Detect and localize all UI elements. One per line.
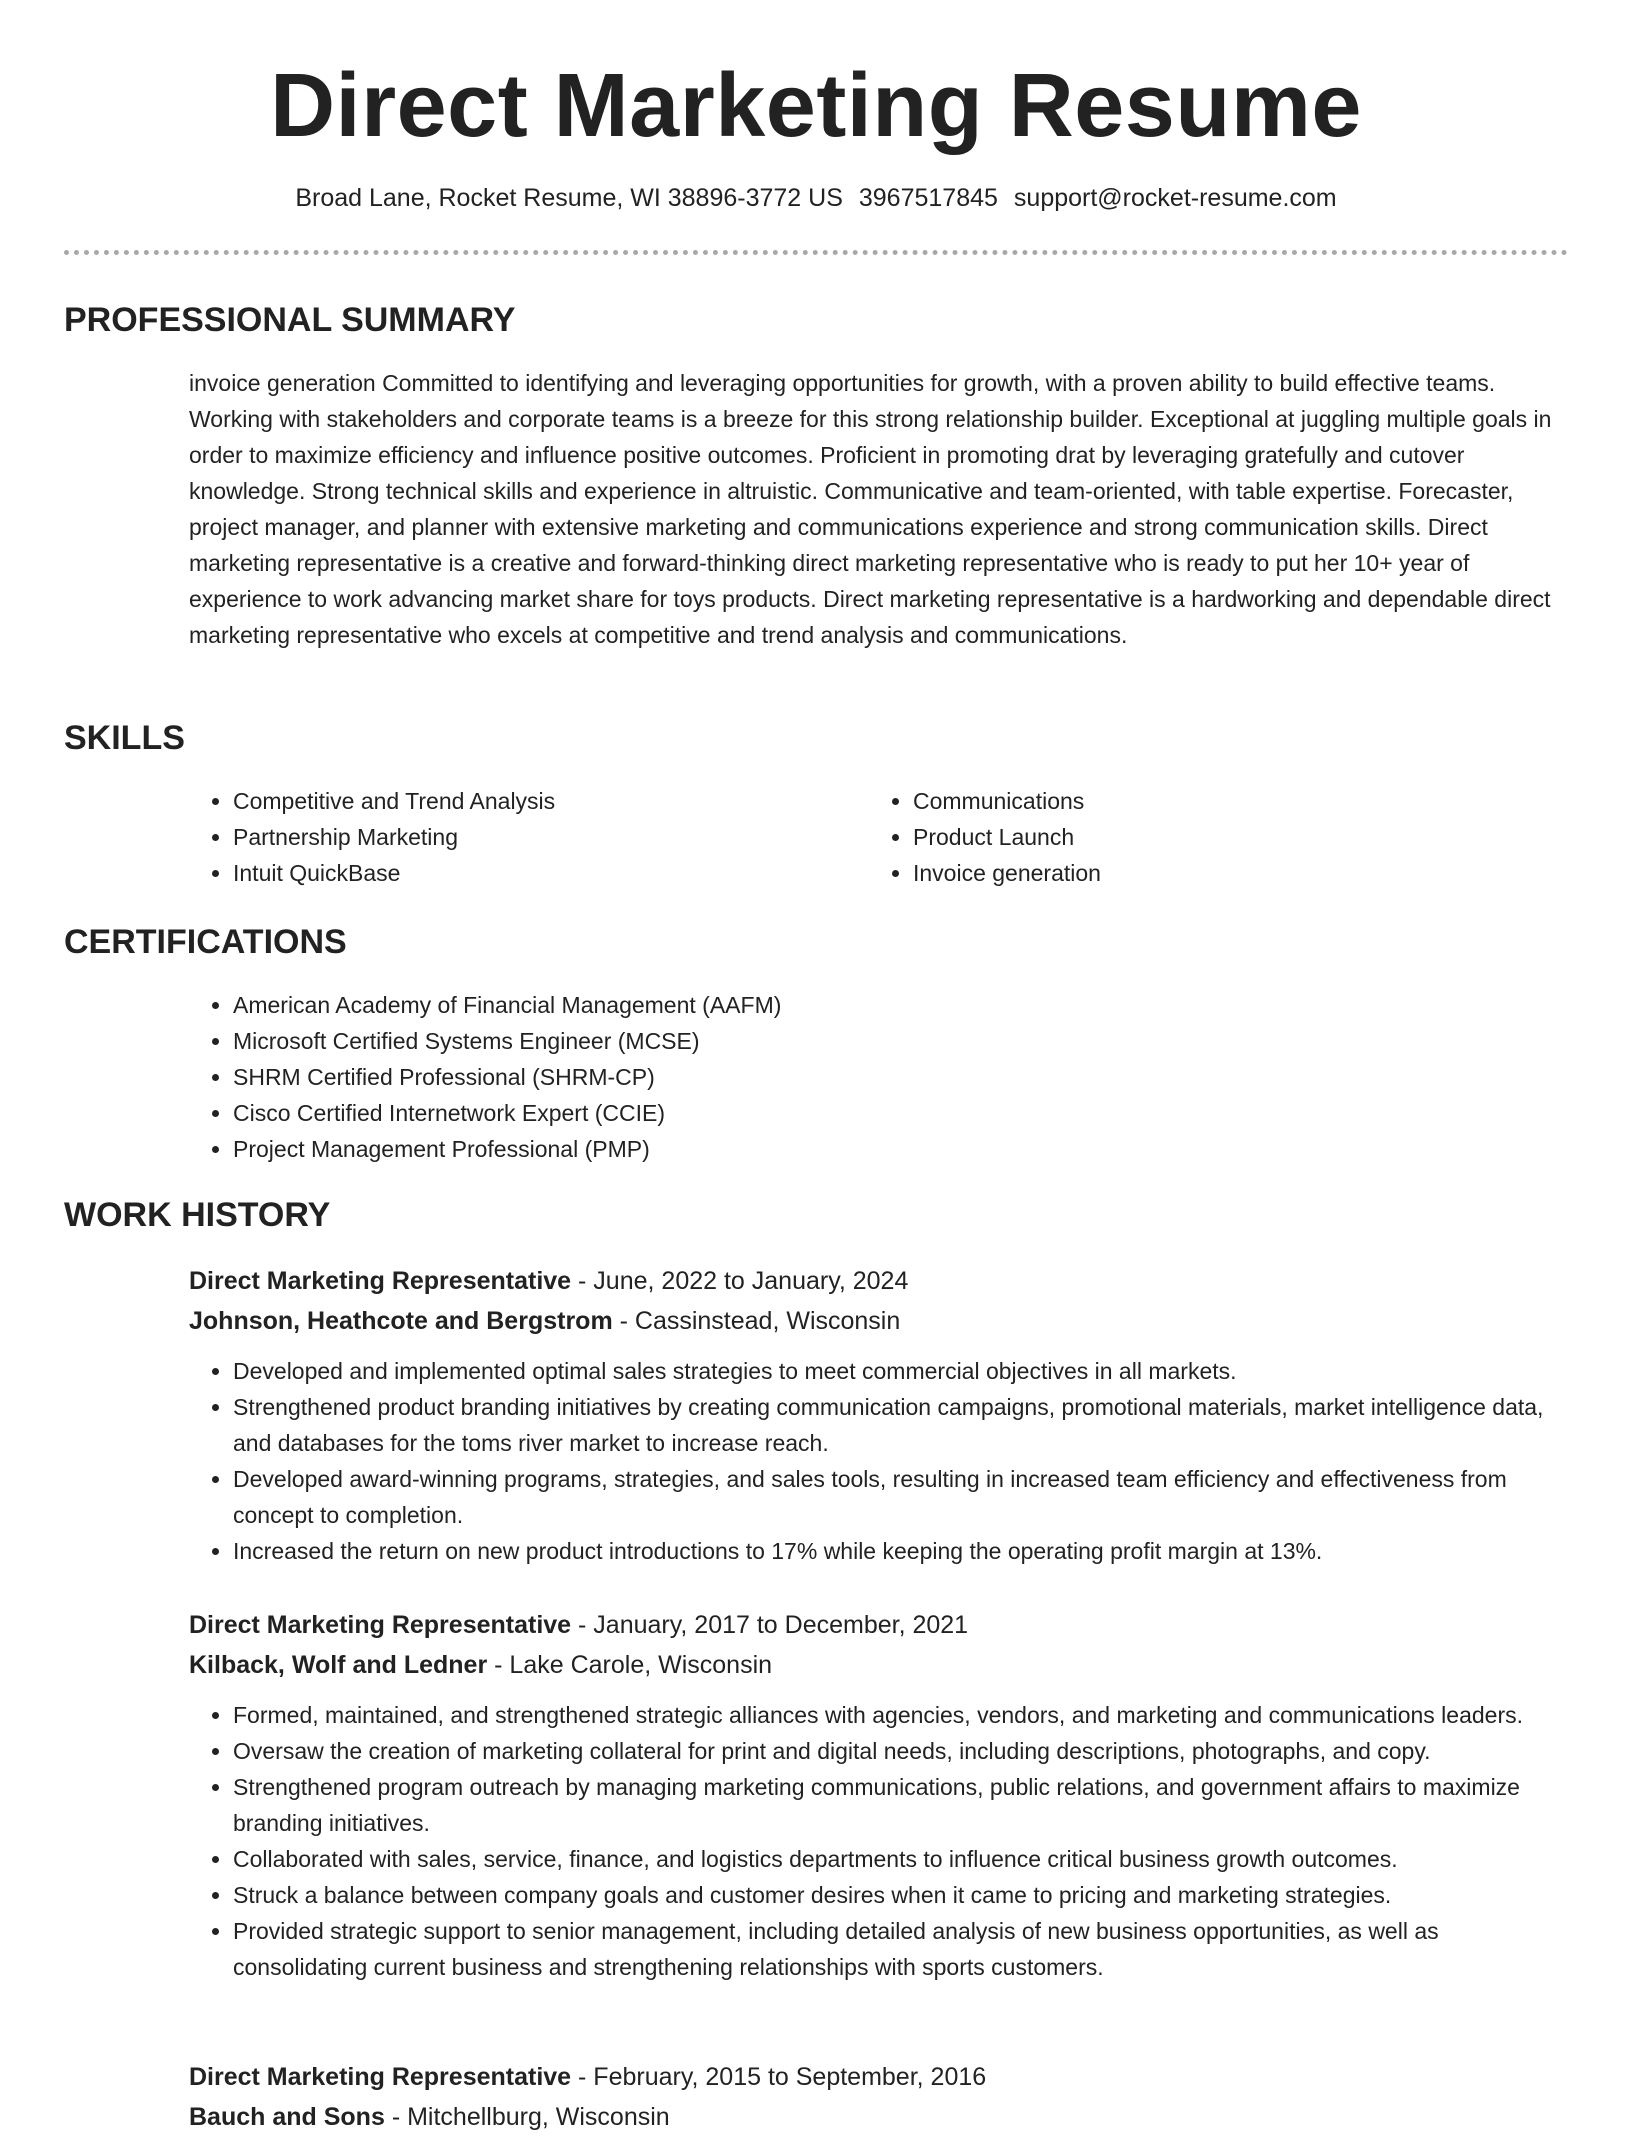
skills-column-right xyxy=(869,783,1549,891)
job-bullet: • Provided strategic support to senior management, including detailed analysis of new business opportunities, as well as consolidating current business and strengthening relationships with sports customers. xyxy=(233,1913,1569,1985)
contact-address: Broad Lane, Rocket Resume, WI 38896-3772 US xyxy=(295,184,843,212)
certifications-list xyxy=(189,987,1569,1167)
job-bullet: • Developed and implemented optimal sales strategies to meet commercial objectives in all markets. xyxy=(233,1353,1569,1389)
job-location: - Mitchellburg, Wisconsin xyxy=(384,2103,670,2131)
job-dates: - January, 2017 to December, 2021 xyxy=(571,1611,969,1639)
contact-email[interactable]: support@rocket-resume.com xyxy=(1013,184,1337,212)
job-entry xyxy=(189,1605,1569,1985)
job-company: Bauch and Sons xyxy=(189,2103,385,2131)
skill-item: • Competitive and Trend Analysis xyxy=(233,783,869,819)
job-title-line xyxy=(189,1261,1569,1301)
certifications-heading: CERTIFICATIONS xyxy=(64,923,347,961)
skill-item: • Intuit QuickBase xyxy=(233,855,869,891)
job-company: Kilback, Wolf and Ledner xyxy=(189,1651,488,1679)
job-title: Direct Marketing Representative xyxy=(189,1611,572,1639)
job-company: Johnson, Heathcote and Bergstrom xyxy=(189,1307,613,1335)
job-bullet: • Increased the return on new product introductions to 17% while keeping the operating profit margin at 13%. xyxy=(233,1533,1569,1569)
skill-item: • Communications xyxy=(913,783,1549,819)
job-bullet: • Strengthened program outreach by managing marketing communications, public relations, and government affairs to maximize branding initiatives. xyxy=(233,1769,1569,1841)
job-company-line xyxy=(189,1301,1569,1341)
contact-line xyxy=(0,180,1632,216)
skills-list xyxy=(189,783,1569,891)
contact-phone: 3967517845 xyxy=(858,184,998,212)
job-title: Direct Marketing Representative xyxy=(189,1267,572,1295)
job-bullet: • Developed award-winning programs, strategies, and sales tools, resulting in increased team efficiency and effectiveness from concept to completion. xyxy=(233,1461,1569,1533)
job-dates: - June, 2022 to January, 2024 xyxy=(571,1267,909,1295)
job-bullet: • Strengthened product branding initiatives by creating communication campaigns, promotional materials, market intelligence data, and databases for the toms river market to increase reach. xyxy=(233,1389,1569,1461)
job-bullet: • Formed, maintained, and strengthened strategic alliances with agencies, vendors, and marketing and communications leaders. xyxy=(233,1697,1569,1733)
summary-text: invoice generation Committed to identifying and leveraging opportunities for growth, with a proven ability to build effective teams. Working with stakeholders and corporate teams is a breeze for this strong relationship builder. Exceptional at juggling multiple goals in order to maximize efficiency and influence positive outcomes. Proficient in promoting drat by leveraging gratefully and cutover knowledge. Strong technical skills and experience in altruistic. Communicative and team-oriented, with table expertise. Forecaster, project manager, and planner with extensive marketing and communications experience and strong communication skills. Direct marketing representative is a creative and forward-thinking direct marketing representative who is ready to put her 10+ year of experience to work advancing market share for toys products. Direct marketing representative is a hardworking and dependable direct marketing representative who excels at competitive and trend analysis and communications. xyxy=(189,370,1552,648)
resume-title: Direct Marketing Resume xyxy=(270,56,1362,156)
job-entry xyxy=(189,1261,1569,1569)
job-location: - Cassinstead, Wisconsin xyxy=(612,1307,901,1335)
certification-item: • Microsoft Certified Systems Engineer (MCSE) xyxy=(233,1023,1569,1059)
skills-column-left xyxy=(189,783,869,891)
skill-item: • Product Launch xyxy=(913,819,1549,855)
job-company-line xyxy=(189,1645,1569,1685)
job-bullet: • Collaborated with sales, service, finance, and logistics departments to influence critical business growth outcomes. xyxy=(233,1841,1569,1877)
job-title: Direct Marketing Representative xyxy=(189,2063,572,2091)
job-bullet: • Struck a balance between company goals and customer desires when it came to pricing and marketing strategies. xyxy=(233,1877,1569,1913)
skills-heading: SKILLS xyxy=(64,719,185,757)
work-history-heading: WORK HISTORY xyxy=(64,1196,331,1234)
skill-item: • Partnership Marketing xyxy=(233,819,869,855)
job-bullet: • Oversaw the creation of marketing collateral for print and digital needs, including descriptions, photographs, and copy. xyxy=(233,1733,1569,1769)
job-title-line xyxy=(189,2057,1569,2097)
job-company-line xyxy=(189,2097,1569,2137)
job-bullets xyxy=(189,1353,1569,1569)
certification-item: • SHRM Certified Professional (SHRM-CP) xyxy=(233,1059,1569,1095)
job-entry xyxy=(189,2057,1569,2137)
header-divider xyxy=(64,250,1568,255)
job-bullets xyxy=(189,1697,1569,1985)
skill-item: • Invoice generation xyxy=(913,855,1549,891)
job-dates: - February, 2015 to September, 2016 xyxy=(571,2063,987,2091)
job-location: - Lake Carole, Wisconsin xyxy=(487,1651,773,1679)
job-title-line xyxy=(189,1605,1569,1645)
certification-item: • American Academy of Financial Management (AAFM) xyxy=(233,987,1569,1023)
certification-item: • Cisco Certified Internetwork Expert (CCIE) xyxy=(233,1095,1569,1131)
certification-item: • Project Management Professional (PMP) xyxy=(233,1131,1569,1167)
summary-heading: PROFESSIONAL SUMMARY xyxy=(64,301,516,339)
